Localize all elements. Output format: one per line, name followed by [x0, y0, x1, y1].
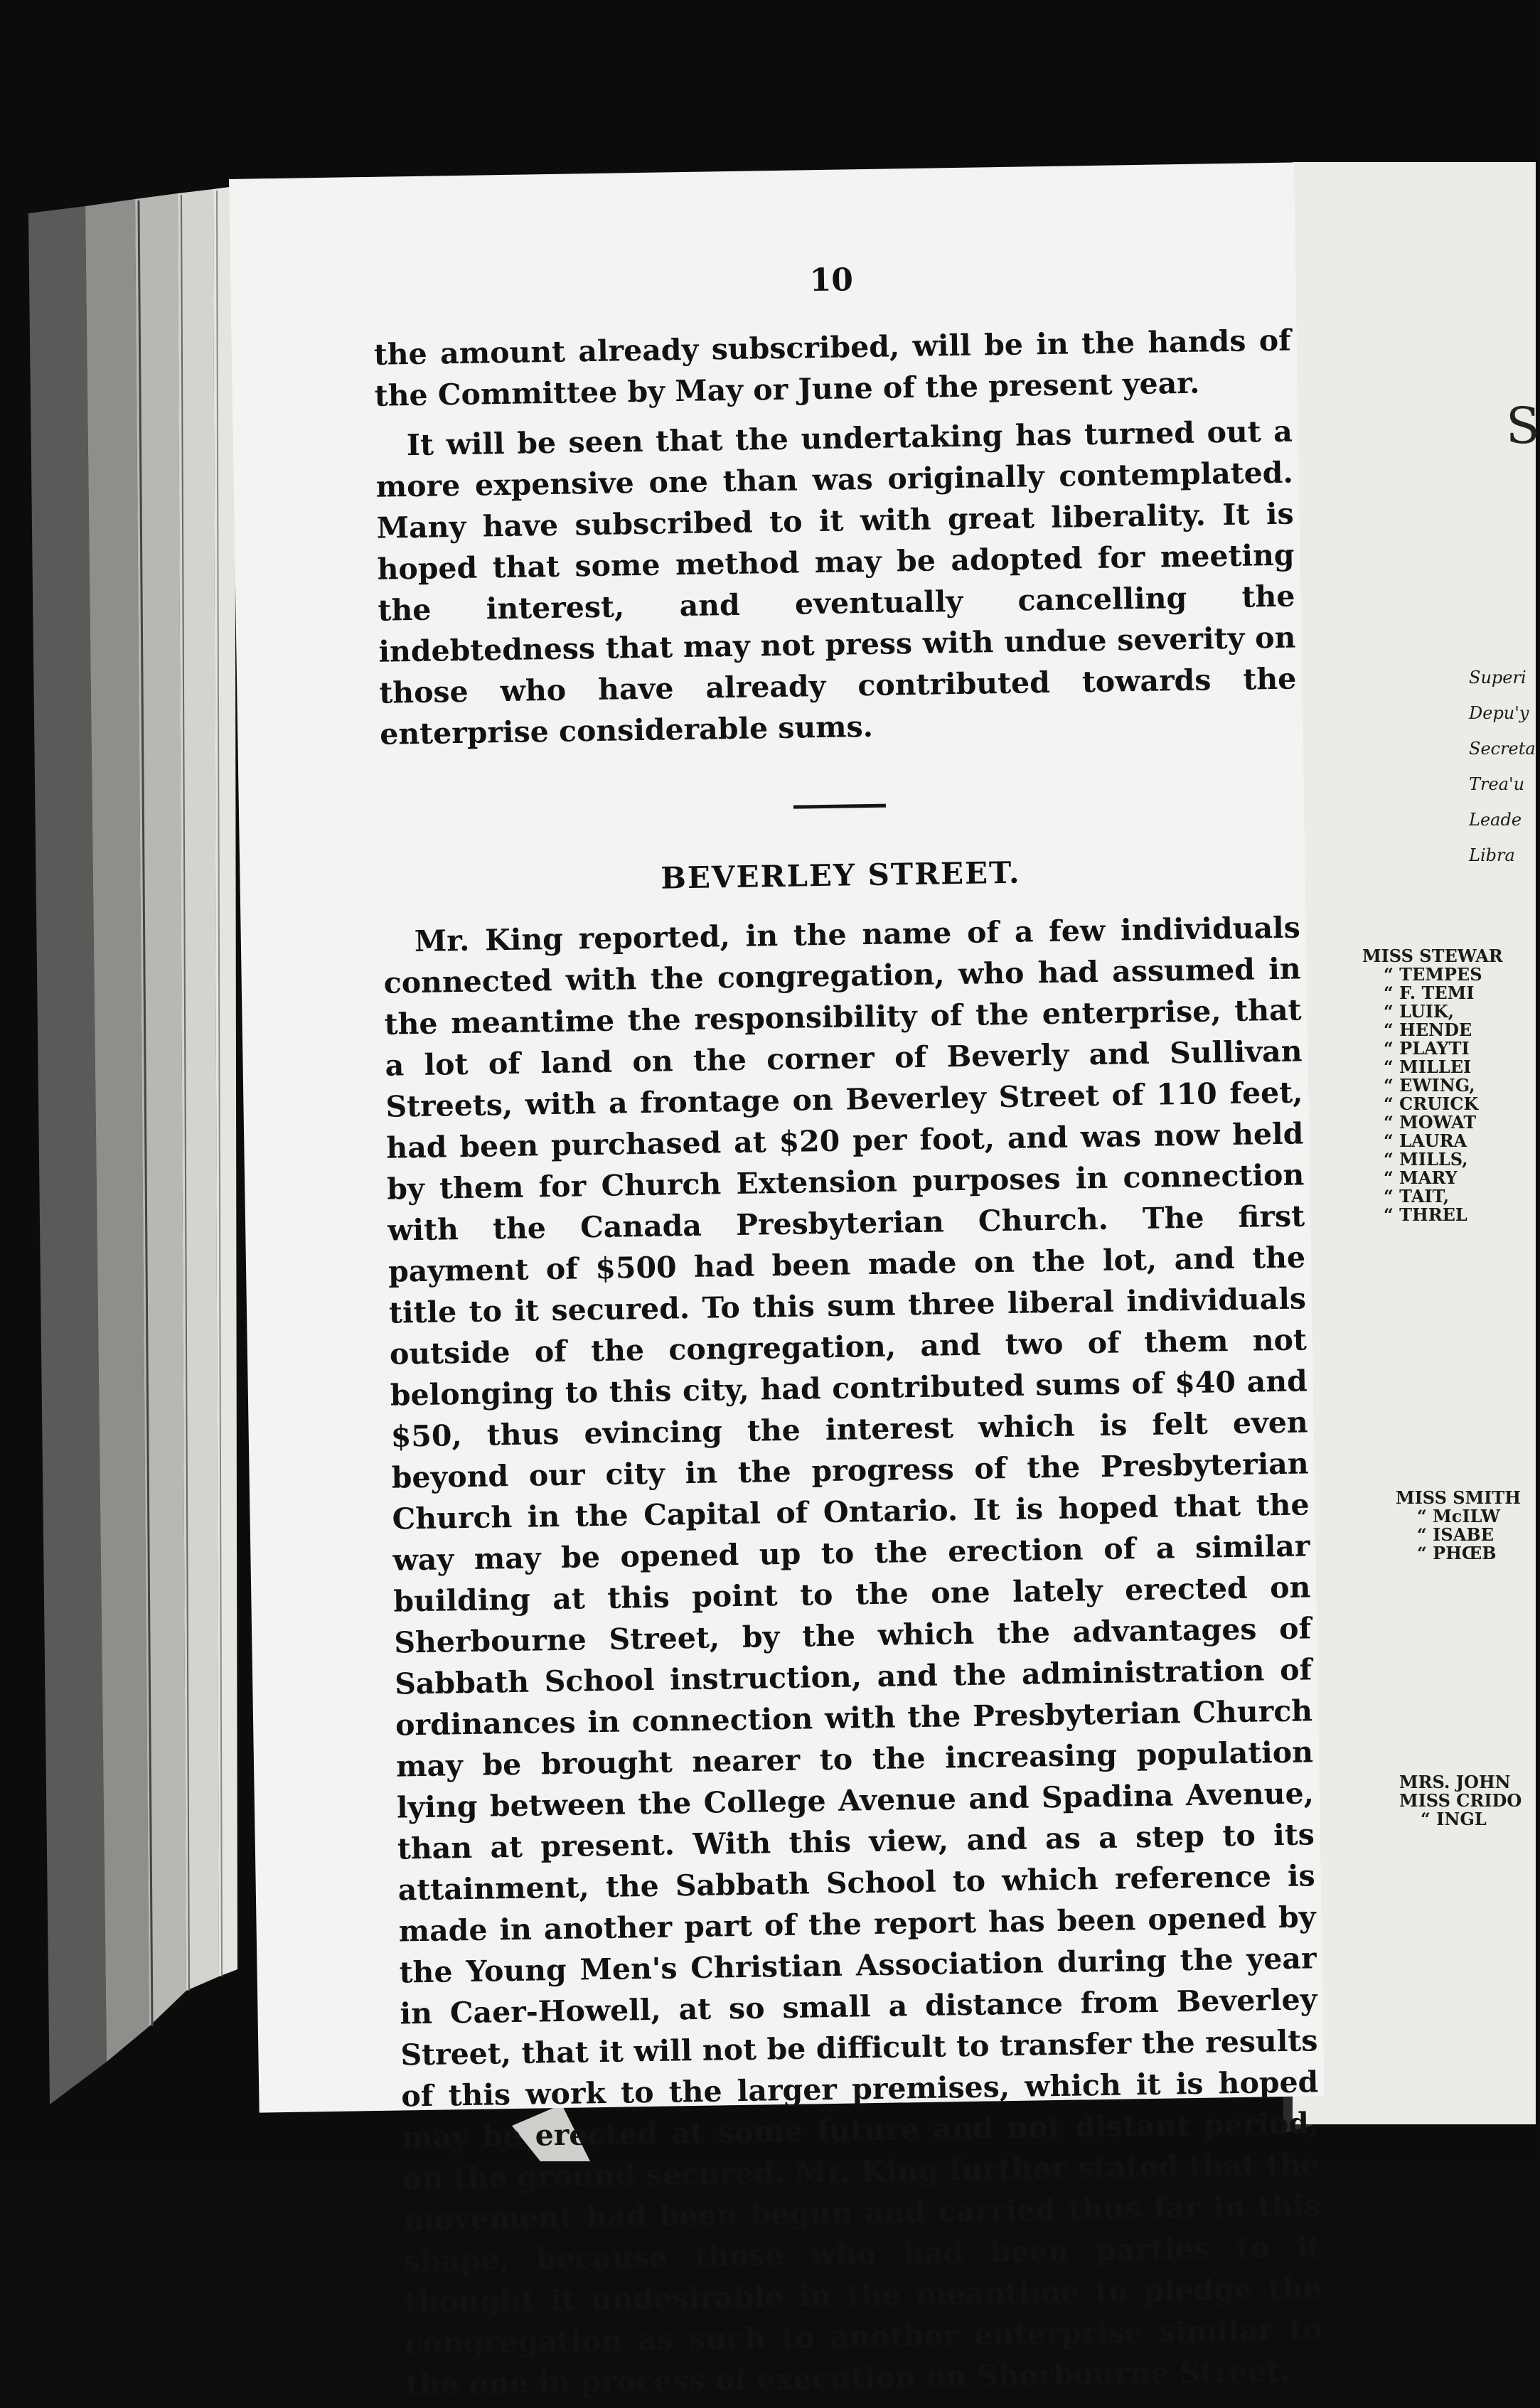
name-line: “ TAIT,: [1384, 1186, 1450, 1206]
facing-page: [1293, 162, 1540, 2124]
main-page: [229, 162, 1325, 2402]
facing-page-name-list-three: [1399, 1773, 1522, 1829]
section-divider: [793, 804, 886, 809]
office-line: Superi: [1469, 668, 1526, 687]
page-number: 10: [809, 262, 854, 299]
name-line: “ HENDE: [1384, 1020, 1472, 1040]
name-line: “ MILLS,: [1384, 1149, 1468, 1170]
office-line: Secreta: [1469, 739, 1536, 759]
name-line: “ LAURA: [1384, 1130, 1467, 1151]
facing-page-heading-fragment: S: [1506, 397, 1540, 455]
name-line: “ EWING,: [1384, 1075, 1475, 1096]
name-line: “ PHŒB: [1417, 1543, 1497, 1563]
facing-page-office-list: [1469, 660, 1536, 873]
name-line: “ McILW: [1417, 1506, 1500, 1526]
name-line: “ MOWAT: [1384, 1112, 1477, 1133]
name-line: “ INGL: [1421, 1809, 1487, 1829]
name-line: MISS SMITH: [1396, 1487, 1521, 1508]
facing-page-name-list-one: [1362, 947, 1503, 1224]
page-text-block: [373, 255, 1323, 2406]
section-title: BEVERLEY STREET.: [661, 855, 1021, 896]
name-line: “ LUIK,: [1384, 1001, 1455, 1022]
name-line: “ THREL: [1384, 1204, 1467, 1225]
name-line: “ MARY: [1384, 1167, 1458, 1188]
name-line: “ MILLEI: [1384, 1056, 1472, 1077]
name-line: “ CRUICK: [1384, 1093, 1479, 1114]
paragraph-continuation: the amount already subscribed, will be in the hands of the Committee by May or June of the present year.: [373, 323, 1292, 413]
name-line: “ ISABE: [1417, 1524, 1494, 1545]
office-line: Leade: [1469, 810, 1522, 830]
name-line: MISS STEWAR: [1362, 946, 1503, 966]
name-line: “ TEMPES: [1384, 964, 1482, 985]
section-body: Mr. King reported, in the name of a few individuals connected with the congregation, who had assumed in the meantime the responsibility of the enterprise, that a lot of land on the corner of Beverly and Sullivan Streets, with a frontage on Beverley Street of 110 feet, had been purchased at $20 per foot, and was now held by them for Church Extension purposes in connection with the Canada Presbyterian Church. The first payment of $500 had been made on the lot, and the title to it secured. To this sum three liberal individuals outside of the congregation, and two of them not belonging to this city, had contributed sums of $40 and $50, thus evincing the interest which is felt even beyond our city in the progress of the Presbyterian Church in the Capital of Ontario. It is hoped that the way may be opened up to the erection of a similar building at this point to the one lately erected on Sherbourne Street, by the which the advantages of Sabbath School instruction, and the administration of ordinances in connection with the Presbyterian Church may be brought nearer to the increasing population lying between the College Avenue and Spadina Avenue, than at present. With this view, and as a step to its attainment, the Sabbath School to which reference is made in another part of the report has been opened by the Young Men's Christian Association during the year in Caer-Howell, at so small a distance from Beverley Street, that it will not be difficult to transfer the results of this work to the larger premises, which it is hoped may be erected at some future and not distant period, on the ground secured. Mr. King further stated that the movement had been begun and carried thus far in this shape, because those who had been parties to it thought it undesirable in the meantime to pledge the congregation as such to another enterprise similar to the one in process of execution on Sherbourne Street.: [383, 910, 1323, 2402]
office-line: Libra: [1469, 845, 1515, 865]
office-line: Depu'y: [1469, 703, 1529, 723]
name-line: MRS. JOHN: [1399, 1772, 1511, 1792]
name-line: “ F. TEMI: [1384, 983, 1475, 1003]
facing-page-name-list-two: [1396, 1489, 1521, 1563]
name-line: MISS CRIDO: [1399, 1790, 1522, 1811]
name-line: “ PLAYTI: [1384, 1038, 1470, 1059]
paragraph-expense: It will be seen that the undertaking has turned out a more expensive one than was originally contemplated. Many have subscribed to it with great liberality. It is hoped that some method may be adopted for meeting the interest, and eventually cancelling the indebtedness that may not press with undue severity on those who have already contributed towards the enterprise considerable sums.: [375, 414, 1297, 751]
office-line: Trea'u: [1469, 774, 1525, 794]
